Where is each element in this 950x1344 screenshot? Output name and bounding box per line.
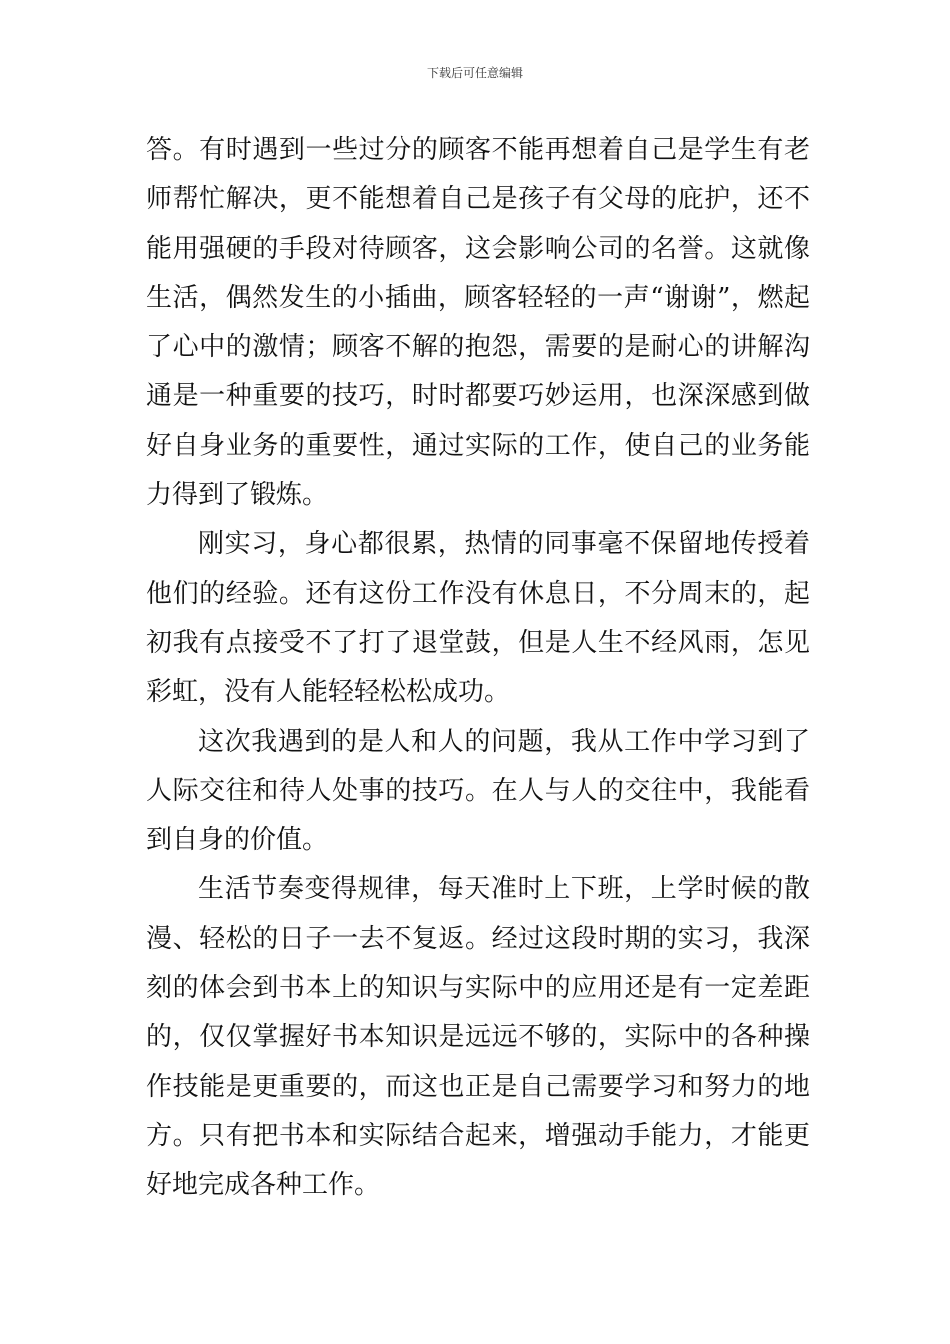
page-header: 下载后可任意编辑 bbox=[426, 66, 523, 80]
paragraph-3: 这次我遇到的是人和人的问题，我从工作中学习到了人际交往和待人处事的技巧。在人与人的交往中，我能看到自身的价值。 bbox=[146, 726, 810, 856]
paragraph-4: 生活节奏变得规律，每天准时上下班，上学时候的散漫、轻松的日子一去不复返。经过这段时期的实习，我深刻的体会到书本上的知识与实际中的应用还是有一定差距的，仅仅掌握好书本知识是远远不够的，实际中的各种操作技能是更重要的，而这也正是自己需要学习和努力的地方。只有把书本和实际结合起来，增强动手能力，才能更好地完成各种工作。 bbox=[146, 874, 810, 1201]
paragraph-1: 答。有时遇到一些过分的顾客不能再想着自己是学生有老师帮忙解决，更不能想着自己是孩子有父母的庇护，还不能用强硬的手段对待顾客，这会影响公司的名誉。这就像生活，偶然发生的小插曲，顾客轻轻的一声“谢谢”，燃起了心中的激情；顾客不解的抱怨，需要的是耐心的讲解沟通是一种重要的技巧，时时都要巧妙运用，也深深感到做好自身业务的重要性，通过实际的工作，使自己的业务能力得到了锻炼。 bbox=[146, 135, 810, 511]
document-body bbox=[146, 126, 810, 1211]
paragraph-2: 刚实习，身心都很累，热情的同事毫不保留地传授着他们的经验。还有这份工作没有休息日，不分周末的，起初我有点接受不了打了退堂鼓，但是人生不经风雨，怎见彩虹，没有人能轻轻松松成功。 bbox=[146, 529, 810, 708]
